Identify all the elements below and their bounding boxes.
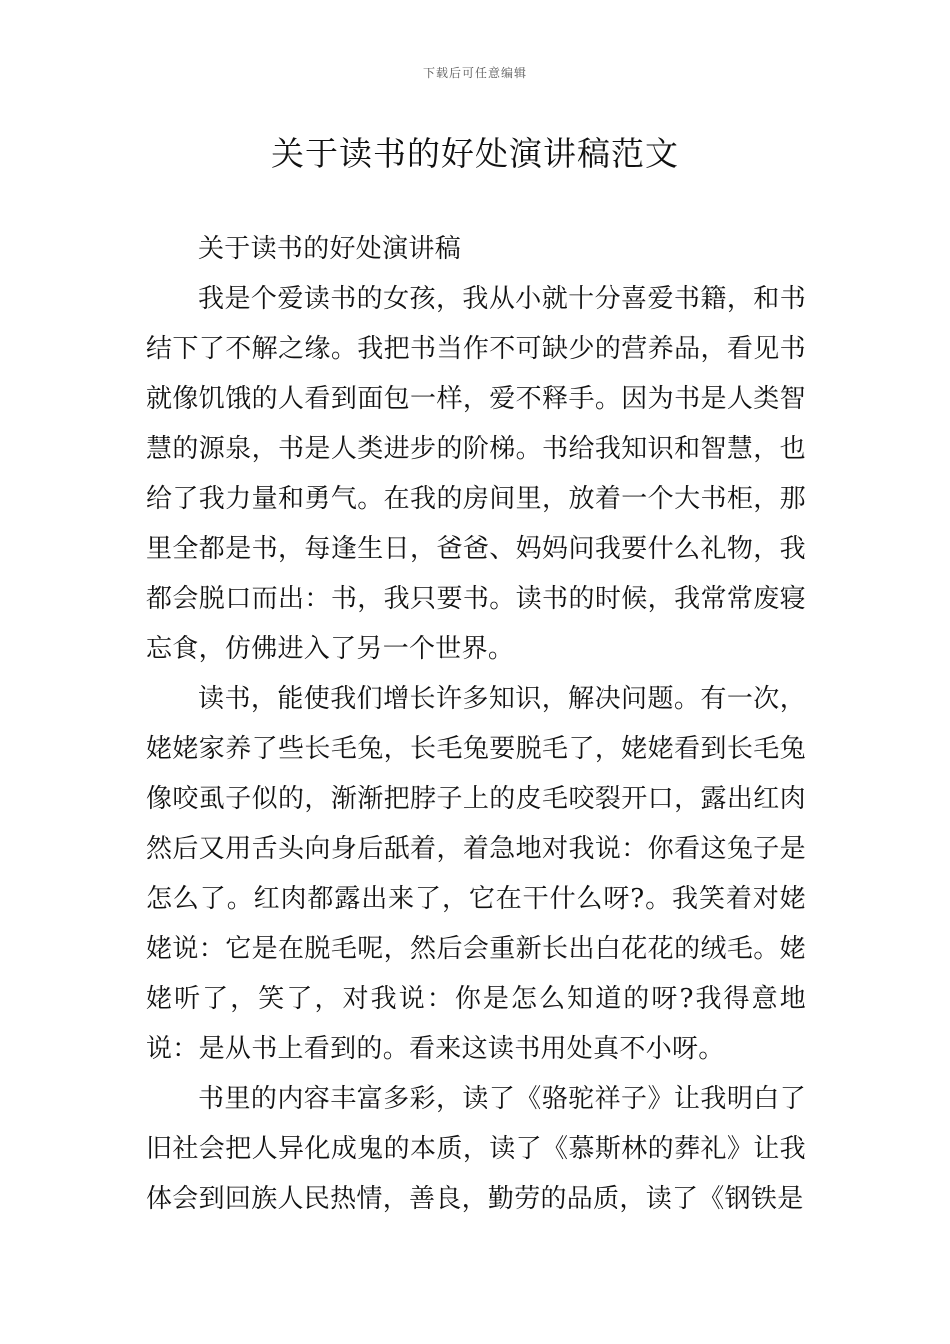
header-note: 下载后可任意编辑	[422, 66, 527, 80]
body-paragraph: 书里的内容丰富多彩，读了《骆驼祥子》让我明白了旧社会把人异化成鬼的本质，读了《慕斯林的葬礼》让我体会到回族人民热情，善良，勤劳的品质，读了《钢铁是	[146, 1084, 806, 1214]
document-title: 关于读书的好处演讲稿范文	[271, 134, 679, 173]
subtitle-paragraph: 关于读书的好处演讲稿	[198, 234, 462, 264]
document-body	[146, 224, 806, 1224]
body-paragraph: 我是个爱读书的女孩，我从小就十分喜爱书籍，和书结下了不解之缘。我把书当作不可缺少的营养品，看见书就像饥饿的人看到面包一样，爱不释手。因为书是人类智慧的源泉，书是人类进步的阶梯。书给我知识和智慧，也给了我力量和勇气。在我的房间里，放着一个大书柜，那里全都是书，每逢生日，爸爸、妈妈问我要什么礼物，我都会脱口而出：书，我只要书。读书的时候，我常常废寝忘食，仿佛进入了另一个世界。	[146, 284, 806, 664]
body-paragraph: 读书，能使我们增长许多知识，解决问题。有一次，姥姥家养了些长毛兔，长毛兔要脱毛了，姥姥看到长毛兔像咬虱子似的，渐渐把脖子上的皮毛咬裂开口，露出红肉然后又用舌头向身后舐着，着急地对我说：你看这兔子是怎么了。红肉都露出来了，它在干什么呀?。我笑着对姥姥说：它是在脱毛呢，然后会重新长出白花花的绒毛。姥姥听了，笑了，对我说：你是怎么知道的呀?我得意地说：是从书上看到的。看来这读书用处真不小呀。	[146, 684, 806, 1064]
